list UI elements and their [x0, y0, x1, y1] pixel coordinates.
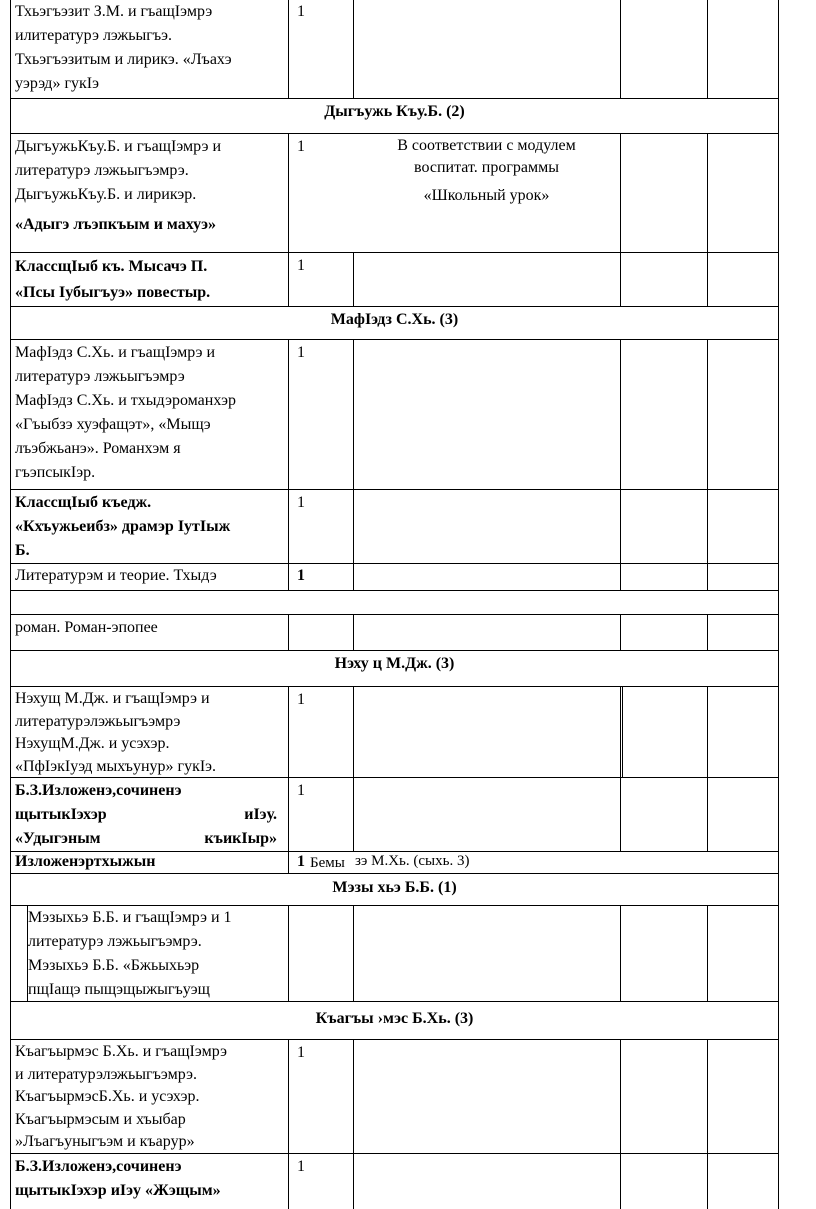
lesson-topic: Литературэм и теорие. Тхыдэ — [15, 567, 217, 584]
lesson-topic: Нэхущ М.Дж. и гъащІэмрэ и литературэлэжьыгъэмрэ НэхущМ.Дж. и усэхэр. «ПфІэкІуэд мыхъунур» гукІэ. — [15, 690, 217, 775]
grid-line — [10, 650, 779, 651]
grid-line — [288, 0, 289, 98]
grid-line — [353, 614, 354, 650]
hours-cell: 1 — [297, 1044, 305, 1061]
grid-line — [620, 339, 621, 590]
lesson-topic: Б.З.Изложенэ,сочиненэ щытыкІэхэр иІэу «Жэщым» — [15, 1158, 221, 1199]
grid-line — [622, 686, 623, 777]
section-heading: МафІэдз С.Хь. (3) — [330, 311, 459, 328]
grid-line — [620, 0, 621, 98]
grid-line — [707, 133, 708, 306]
lesson-topic: КлассщІыб къедж. «Кхъужьеибз» драмэр ІутІыж Б. — [15, 494, 231, 559]
grid-line — [353, 905, 354, 1001]
grid-line — [353, 339, 354, 590]
grid-line — [10, 614, 779, 615]
lesson-topic: роман. Роман-эпопее — [15, 619, 158, 636]
lesson-topic: Къагъырмэс Б.Хь. и гъащІэмрэ и литературэлэжьыгъэмрэ. КъагъырмэсБ.Хь. и усэхэр. Къагъырмэсым и хъыбар »Лъагъуныгъэм и къарур» — [15, 1043, 227, 1150]
grid-line — [353, 1039, 354, 1209]
grid-line — [288, 339, 289, 590]
grid-line — [288, 1039, 289, 1209]
grid-line — [10, 133, 779, 134]
section-heading: Мэзы хьэ Б.Б. (1) — [332, 879, 457, 896]
grid-line — [10, 489, 779, 490]
hours-cell: 1 — [297, 3, 305, 20]
grid-line — [620, 614, 621, 650]
lesson-topic: КлассщІыб къ. Мысачэ П. «Псы Іубыгъуэ» повестыр. — [15, 258, 211, 301]
grid-line — [288, 614, 289, 650]
section-heading: Къагъы ›мэс Б.Хь. (3) — [315, 1010, 474, 1027]
hours-cell: 1 — [297, 494, 305, 511]
hours-cell: 1 — [297, 853, 305, 870]
grid-line — [10, 590, 779, 591]
grid-line — [10, 98, 779, 99]
grid-line — [288, 686, 289, 873]
grid-line — [10, 339, 779, 340]
lesson-topic: МафІэдз С.Хь. и гъащІэмрэ и литературэ лэжьыгъэмрэ МафІэдз С.Хь. и тхыдэроманхэр «Гъыбзэ хуэфащэт», «Мыщэ лъэбжьанэ». Романхэм я гъэпсыкІэр. — [15, 344, 236, 481]
grid-line — [10, 306, 779, 307]
grid-line — [353, 686, 354, 851]
lesson-topic: Мэзыхьэ Б.Б. и гъащІэмрэ и 1 литературэ лэжьыгъэмрэ. Мэзыхьэ Б.Б. «Бжьыхьэр пщІащэ пыщэщыжыгъуэщ — [28, 909, 232, 998]
grid-line — [707, 905, 708, 1001]
grid-line — [10, 1039, 779, 1040]
hours-cell: 1 — [297, 138, 305, 155]
grid-line — [288, 133, 289, 306]
grid-line — [707, 0, 708, 98]
section-heading: Дыгъужь Къу.Б. (2) — [324, 103, 465, 120]
grid-line — [353, 0, 354, 98]
grid-line — [620, 686, 621, 851]
lesson-topic: Изложенэртхыжын — [15, 853, 156, 870]
lesson-topic: ДыгъужьКъу.Б. и гъащІэмрэ и литературэ лэжьыгъэмрэ. ДыгъужьКъу.Б. и лирикэр. «Адыгэ лъэпкъым и махуэ» — [15, 138, 221, 233]
grid-line — [10, 686, 779, 687]
lesson-topic: Б.З.Изложенэ,сочиненэ щытыкІэхэр иІэу. «Удыгэным къикІыр» — [15, 782, 277, 847]
grid-line — [707, 686, 708, 851]
grid-line — [620, 1039, 621, 1209]
grid-line — [707, 614, 708, 650]
hours-cell: 1 — [297, 257, 305, 274]
grid-line — [10, 252, 779, 253]
grid-line — [707, 339, 708, 590]
hours-cell: 1 — [297, 567, 305, 584]
hours-cell: 1 — [297, 691, 305, 708]
hours-cell: 1 — [297, 344, 305, 361]
hours-cell: 1 — [297, 782, 305, 799]
grid-line — [10, 873, 779, 874]
overlap-text: Бемы — [310, 855, 345, 871]
grid-line — [620, 133, 621, 306]
overlap-text: зэ М.Хь. (сыхь. 3) — [355, 853, 470, 869]
lesson-topic: Тхьэгъэзит З.М. и гъащІэмрэ илитературэ лэжьыгъэ. Тхьэгъэзитым и лирикэ. «Лъахэ уэрэд» гукІэ — [15, 3, 232, 92]
note-cell: В соответствии с модулем воспитат. программы «Школьный урок» — [397, 137, 576, 204]
grid-line — [707, 1039, 708, 1209]
hours-cell: 1 — [297, 1158, 305, 1175]
grid-line — [288, 905, 289, 1001]
grid-line — [620, 905, 621, 1001]
section-heading: Нэху ц М.Дж. (3) — [334, 655, 455, 672]
grid-line — [353, 252, 354, 306]
